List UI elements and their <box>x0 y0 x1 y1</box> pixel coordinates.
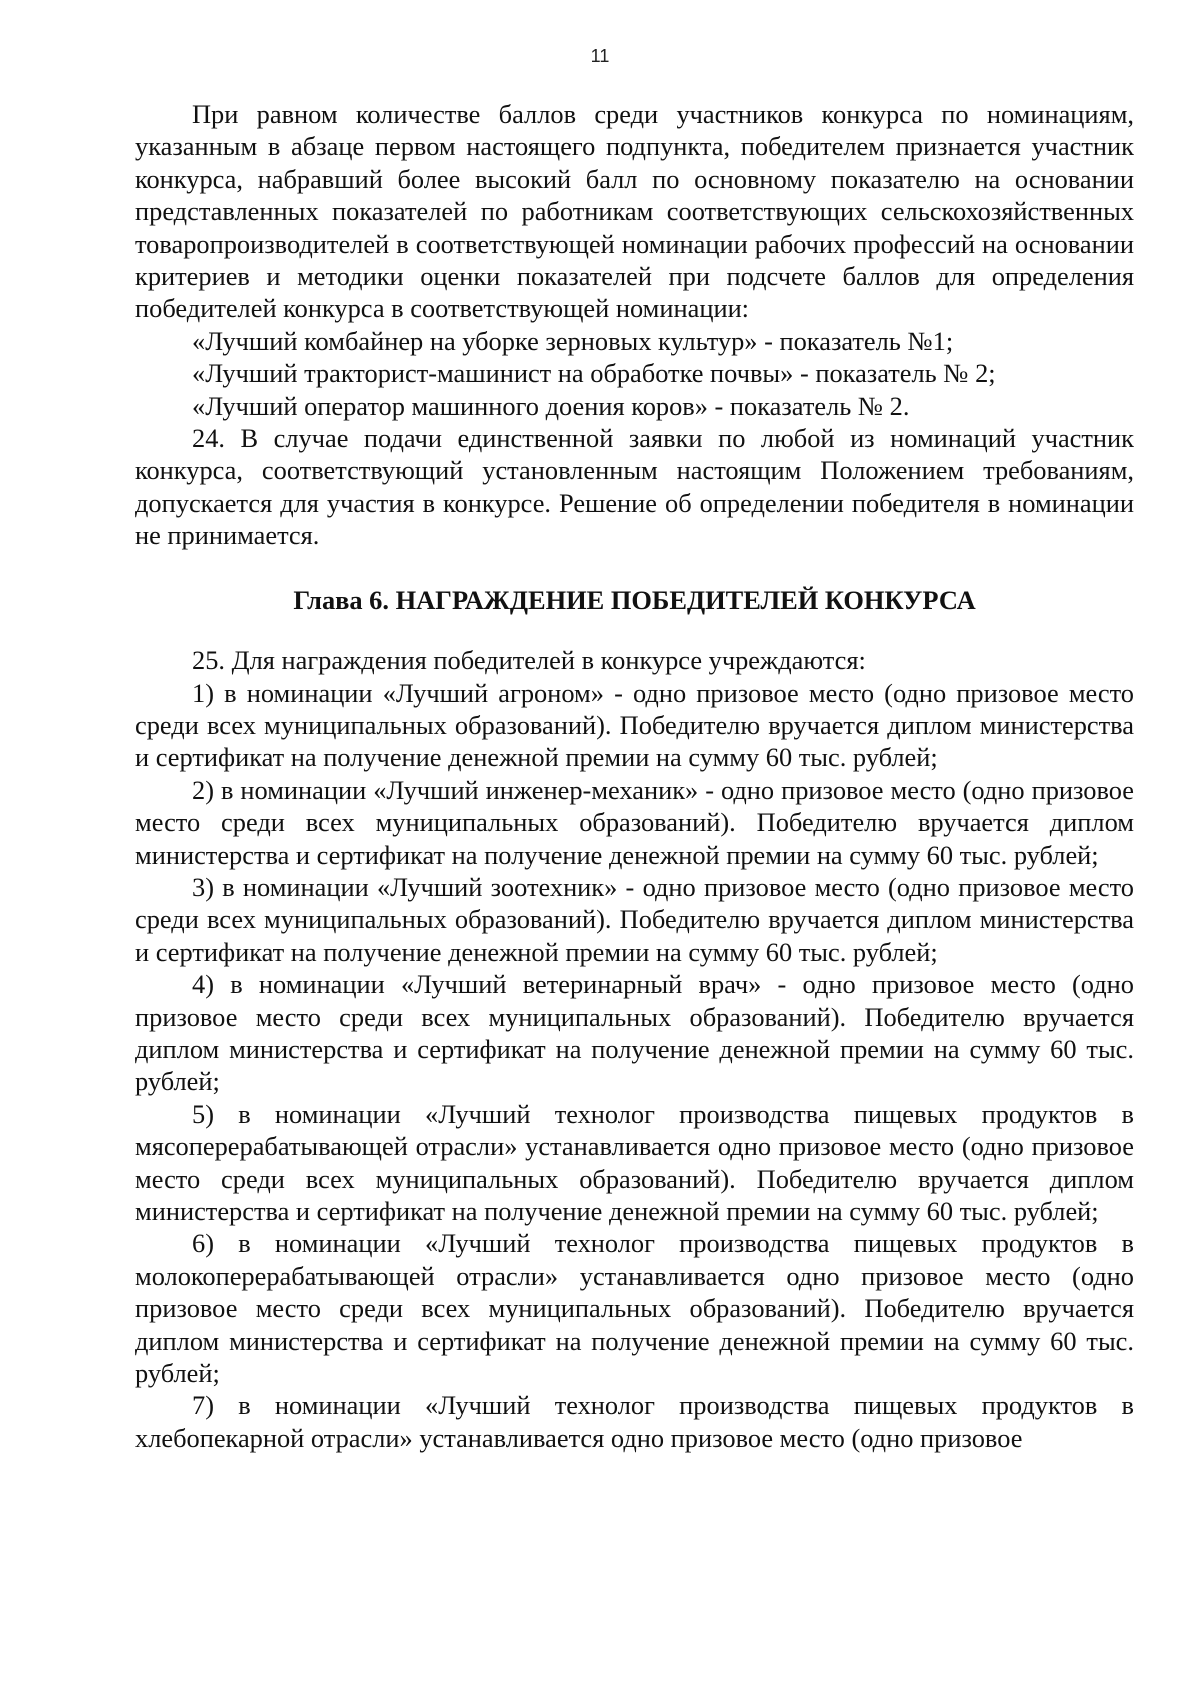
paragraph-24: 24. В случае подачи единственной заявки по любой из номинаций участник конкурса, соответствующий установленным настоящим Положением требованиям, допускается для участия в конкурсе. Решение об определении победителя в номинации не принимается. <box>135 423 1134 551</box>
page-number: 11 <box>590 46 610 66</box>
list-item-bakery-technologist: 7) в номинации «Лучший технолог производства пищевых продуктов в хлебопекарной отрасли» устанавливается одно призовое место (одно призовое <box>135 1390 1134 1453</box>
nomination-indicator-milking: «Лучший оператор машинного доения коров» - показатель № 2. <box>192 390 910 421</box>
list-item-agronomist: 1) в номинации «Лучший агроном» - одно призовое место (одно призовое место среди всех муниципальных образований). Победителю вручается диплом министерства и сертификат на получение денежной премии на сумму 60 тыс. рублей; <box>135 677 1134 773</box>
list-item-zootechnician: 3) в номинации «Лучший зоотехник» - одно призовое место (одно призовое место среди всех муниципальных образований). Победителю вручается диплом министерства и сертификат на получение денежной премии на сумму 60 тыс. рублей; <box>135 871 1134 967</box>
document-body <box>135 98 1134 1454</box>
list-item-veterinarian: 4) в номинации «Лучший ветеринарный врач» - одно призовое место (одно призовое место среди всех муниципальных образований). Победителю вручается диплом министерства и сертификат на получение денежной премии на сумму 60 тыс. рублей; <box>135 969 1134 1097</box>
paragraph-25: 25. Для награждения победителей в конкурсе учреждаются: <box>192 645 866 676</box>
list-item-meat-technologist: 5) в номинации «Лучший технолог производства пищевых продуктов в мясоперерабатывающей отрасли» устанавливается одно призовое место (одно призовое место среди всех муниципальных образований). Победителю вручается диплом министерства и сертификат на получение денежной премии на сумму 60 тыс. рублей; <box>135 1098 1134 1226</box>
list-item-engineer: 2) в номинации «Лучший инженер-механик» - одно призовое место (одно призовое место среди всех муниципальных образований). Победителю вручается диплом министерства и сертификат на получение денежной премии на сумму 60 тыс. рублей; <box>135 774 1134 870</box>
nomination-indicator-combine: «Лучший комбайнер на уборке зерновых культур» - показатель №1; <box>192 325 954 356</box>
nomination-indicator-tractor: «Лучший тракторист-машинист на обработке почвы» - показатель № 2; <box>192 358 996 389</box>
list-item-dairy-technologist: 6) в номинации «Лучший технолог производства пищевых продуктов в молокоперерабатывающей отрасли» устанавливается одно призовое место (одно призовое место среди всех муниципальных образований). Победителю вручается диплом министерства и сертификат на получение денежной премии на сумму 60 тыс. рублей; <box>135 1228 1134 1389</box>
paragraph-tie-rule: При равном количестве баллов среди участников конкурса по номинациям, указанным в абзаце первом настоящего подпункта, победителем признается участник конкурса, набравший более высокий балл по основному показателю на основании представленных показателей по работникам соответствующих сельскохозяйственных товаропроизводителей в соответствующей номинации рабочих профессий на основании критериев и методики оценки показателей при подсчете баллов для определения победителей конкурса в соответствующей номинации: <box>135 99 1134 324</box>
chapter-heading: Глава 6. НАГРАЖДЕНИЕ ПОБЕДИТЕЛЕЙ КОНКУРСА <box>293 584 976 615</box>
